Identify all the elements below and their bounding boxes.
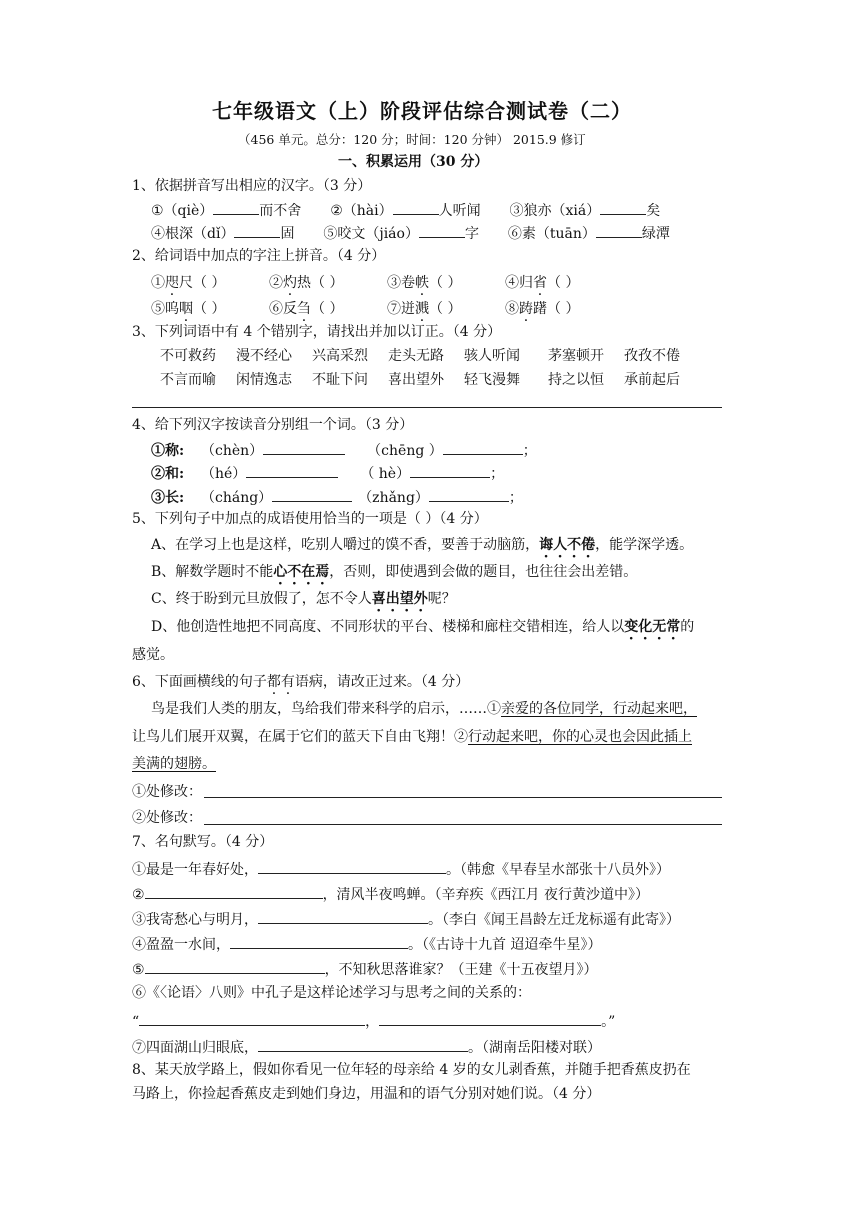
question-6-stem: 6、下面画横线的句子都有语病，请改正过来。（4 分）: [132, 674, 470, 690]
option-c: C、终于盼到元旦放假了，怎不令人喜出望外呢？: [151, 591, 456, 607]
question-4-stem: 4、给下列汉字按读音分别组一个词。（3 分）: [132, 417, 414, 433]
q1-item-text: 而不舍: [259, 203, 302, 219]
poem-line-6: ⑥《〈论语〉八则》中孔子是这样论述学习与思考之间的关系的：: [132, 985, 531, 1001]
answer-blank[interactable]: [410, 462, 490, 478]
word-item: 轻飞漫舞: [464, 372, 520, 388]
poem-line-6-answer: “ ， 。”: [132, 1010, 615, 1032]
word-item: 持之以恒: [548, 372, 604, 388]
question-5-stem: 5、下列句子中加点的成语使用恰当的一项是（ ）（4 分）: [132, 511, 488, 527]
q1-item-text: 绿潭: [641, 226, 670, 242]
q2-item: ⑤呜咽（ ）: [151, 301, 226, 317]
word-item: 不言而喻: [160, 372, 216, 388]
passage-line-1: 鸟是我们人类的朋友，鸟给我们带来科学的启示，……①亲爱的各位同学，行动起来吧，: [151, 701, 697, 717]
answer-blank[interactable]: [258, 908, 428, 924]
question-2-stem: 2、给词语中加点的字注上拼音。（4 分）: [132, 248, 386, 264]
answer-blank[interactable]: [258, 1036, 468, 1052]
pinyin-label: （hé）: [201, 466, 247, 482]
word-item: 承前起后: [624, 372, 680, 388]
q2-item: ①咫尺（ ）: [151, 275, 226, 291]
answer-blank[interactable]: [230, 933, 408, 949]
question-8-line-1: 8、某天放学路上，假如你看见一位年轻的母亲给 4 岁的女儿剥香蕉，并随手把香蕉皮扔在: [132, 1062, 691, 1078]
fix-1-answer-line[interactable]: [204, 797, 722, 798]
answer-blank[interactable]: [596, 222, 642, 238]
fix-2-answer-line[interactable]: [204, 824, 722, 825]
answer-blank[interactable]: [443, 439, 523, 455]
q1-item-text: 矣: [646, 203, 661, 219]
answer-blank[interactable]: [145, 958, 325, 974]
question-1-stem: 1、依据拼音写出相应的汉字。（3 分）: [132, 178, 372, 194]
q1-item-text: ④根深（dǐ）: [151, 226, 235, 242]
word-item: 不可救药: [160, 348, 216, 364]
word-item: 孜孜不倦: [624, 348, 680, 364]
answer-blank[interactable]: [258, 858, 446, 874]
poem-line-5: ⑤ ，不知秋思落谁家？（王建《十五夜望月》）: [132, 958, 598, 980]
passage-line-2: 让鸟儿们展开双翼，在属于它们的蓝天下自由飞翔！②行动起来吧，你的心灵也会因此插上: [132, 729, 692, 745]
word-item: 喜出望外: [388, 372, 444, 388]
q1-item-text: ⑥素（tuān）: [507, 226, 596, 242]
question-1-row-2: [151, 222, 670, 244]
option-d-continued: 感觉。: [132, 647, 174, 663]
answer-blank[interactable]: [139, 1010, 365, 1026]
idiom: 诲人不倦: [539, 537, 596, 553]
target-char: ③长:: [151, 490, 185, 506]
answer-blank[interactable]: [234, 222, 280, 238]
pinyin-label: （ hè）: [360, 466, 411, 482]
option-b: B、解数学题时不能心不在焉，否则，即使遇到会做的题目，也往往会出差错。: [151, 564, 638, 580]
question-4-row-3: [151, 486, 523, 508]
underlined-sentence-1: 亲爱的各位同学，行动起来吧，: [501, 701, 697, 717]
answer-blank[interactable]: [600, 199, 646, 215]
underlined-sentence-2: 行动起来吧，你的心灵也会因此插上: [468, 729, 692, 745]
question-2-row-2: [151, 299, 623, 319]
option-d: D、他创造性地把不同高度、不同形状的平台、楼梯和廊柱交错相连，给人以变化无常的: [151, 619, 695, 635]
q1-item-text: ⑤咬文（jiáo）: [323, 226, 419, 242]
punct: ；: [522, 443, 537, 459]
word-item: 茅塞顿开: [548, 348, 604, 364]
q2-item: ⑥反刍（ ）: [269, 301, 344, 317]
answer-blank[interactable]: [213, 199, 259, 215]
idiom: 变化无常: [624, 619, 681, 635]
word-item: 骇人听闻: [464, 348, 520, 364]
fix-1-label: ①处修改：: [132, 784, 202, 800]
target-char: ②和:: [151, 466, 185, 482]
fix-2-label: ②处修改：: [132, 810, 202, 826]
target-char: ①称:: [151, 443, 185, 459]
poem-line-1: ①最是一年春好处， 。（韩愈《早春呈水部张十八员外》）: [132, 858, 670, 880]
answer-blank[interactable]: [429, 486, 509, 502]
pinyin-label: （chēng ）: [367, 443, 443, 459]
q1-item-text: 固: [280, 226, 295, 242]
section-heading: 一、积累运用（30 分）: [338, 154, 489, 170]
question-8-line-2: 马路上，你捡起香蕉皮走到她们身边，用温和的语气分别对她们说。（4 分）: [132, 1086, 601, 1102]
pinyin-label: （cháng）: [201, 490, 273, 506]
pinyin-label: （chèn）: [201, 443, 264, 459]
question-3-row-1: [160, 346, 700, 366]
word-item: 不耻下问: [312, 372, 368, 388]
question-1-row-1: [151, 199, 660, 221]
punct: ；: [508, 490, 523, 506]
q1-item-text: ①（qiè）: [151, 203, 214, 219]
punct: ；: [490, 466, 505, 482]
idiom: 喜出望外: [371, 591, 428, 607]
q1-item-text: ③狼亦（xiá）: [509, 203, 601, 219]
page-subtitle: （456 单元。总分：120 分；时间：120 分钟） 2015.9 修订: [238, 132, 586, 147]
poem-line-3: ③我寄愁心与明月， 。（李白《闻王昌龄左迁龙标遥有此寄》）: [132, 908, 680, 930]
answer-blank[interactable]: [145, 883, 323, 899]
q2-item: ④归省（ ）: [505, 275, 580, 291]
answer-blank[interactable]: [246, 462, 338, 478]
passage-line-3: [132, 754, 216, 774]
question-4-row-2: [151, 462, 504, 484]
page-title: 七年级语文（上）阶段评估综合测试卷（二）: [212, 99, 632, 123]
question-2-row-1: [151, 273, 623, 293]
poem-line-4: ④盈盈一水间， 。（《古诗十九首 迢迢牵牛星》）: [132, 933, 601, 955]
question-3-stem: 3、下列词语中有 4 个错别字，请找出并加以订正。（4 分）: [132, 324, 502, 340]
question-4-row-1: [151, 439, 537, 461]
word-item: 兴高采烈: [312, 348, 368, 364]
q2-item: ②灼热（ ）: [269, 275, 344, 291]
question-3-row-2: [160, 370, 700, 390]
answer-blank[interactable]: [379, 1010, 601, 1026]
question-7-stem: 7、名句默写。（4 分）: [132, 834, 274, 850]
word-item: 闲情逸志: [236, 372, 292, 388]
idiom: 心不在焉: [273, 564, 330, 580]
answer-blank[interactable]: [419, 222, 465, 238]
poem-line-2: ② ，清风半夜鸣蝉。（辛弃疾《西江月 夜行黄沙道中》）: [132, 883, 649, 905]
underlined-sentence-2-end: 美满的翅膀。: [132, 756, 216, 772]
poem-line-7: ⑦四面湖山归眼底， 。（湖南岳阳楼对联）: [132, 1036, 601, 1058]
option-a: A、在学习上也是这样，吃别人嚼过的馍不香，要善于动脑筋，诲人不倦，能学深学透。: [151, 537, 694, 553]
answer-blank[interactable]: [272, 486, 352, 502]
pinyin-label: （zhǎng）: [358, 490, 429, 506]
answer-blank[interactable]: [263, 439, 345, 455]
answer-line[interactable]: [132, 407, 722, 408]
q1-item-text: 字: [464, 226, 479, 242]
q2-item: ⑧踌躇（ ）: [505, 301, 580, 317]
word-item: 漫不经心: [236, 348, 292, 364]
answer-blank[interactable]: [393, 199, 439, 215]
q1-item-text: ②（hài）: [330, 203, 393, 219]
word-item: 走头无路: [388, 348, 444, 364]
q2-item: ③卷帙（ ）: [387, 275, 462, 291]
q2-item: ⑦迸溅（ ）: [387, 301, 462, 317]
q1-item-text: 人听闻: [438, 203, 481, 219]
